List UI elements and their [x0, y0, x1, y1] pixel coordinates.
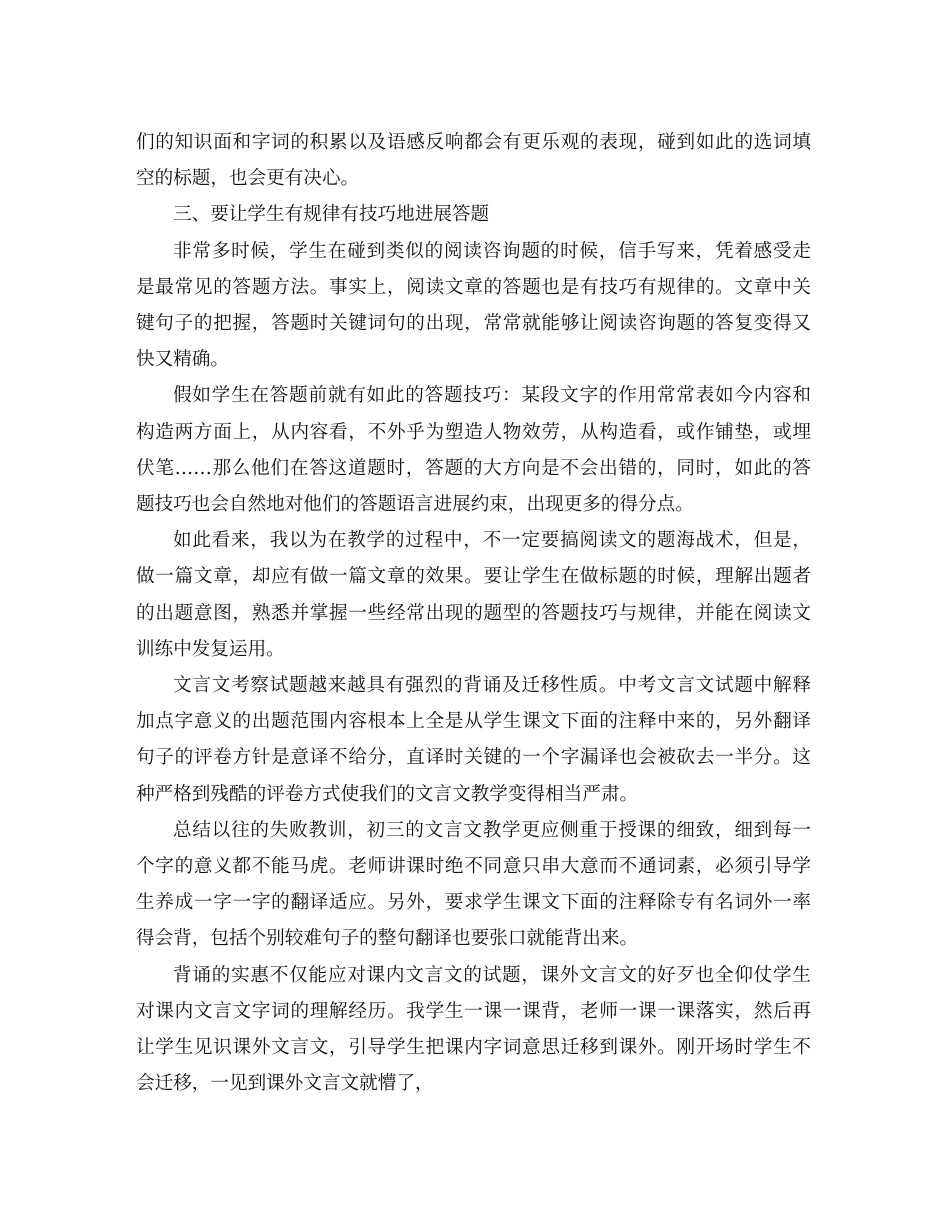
paragraph — [136, 813, 811, 958]
text-line: 让学生见识课外文言文，引导学生把课内字词意思迁移到课外。刚开场时学生不 — [136, 1037, 811, 1059]
paragraph — [136, 523, 811, 668]
text-line: 如此看来，我以为在教学的过程中，不一定要搞阅读文的题海战术，但是， — [173, 530, 811, 552]
text-line: 题技巧也会自然地对他们的答题语言进展约束，出现更多的得分点。 — [136, 494, 694, 516]
text-line: 们的知识面和字词的积累以及语感反响都会有更乐观的表现，碰到如此的选词填 — [136, 132, 811, 153]
text-line: 生养成一字一字的翻译适应。另外，要求学生课文下面的注释除专有名词外一率 — [136, 892, 811, 914]
text-line: 文言文考察试题越来越具有强烈的背诵及迁移性质。中考文言文试题中解释 — [173, 675, 811, 697]
text-line: 做一篇文章，却应有做一篇文章的效果。要让学生在做标题的时候，理解出题者 — [136, 566, 811, 588]
text-line: 得会背，包括个别较难句子的整句翻译也要张口就能背出来。 — [136, 928, 639, 950]
paragraph — [136, 378, 811, 523]
text-line: 个字的意义都不能马虎。老师讲课时绝不同意只串大意而不通词素，必须引导学 — [136, 856, 811, 878]
text-line: 伏笔……那么他们在答这道题时，答题的大方向是不会出错的，同时，如此的答 — [136, 457, 811, 479]
text-line: 种严格到残酷的评卷方式使我们的文言文教学变得相当严肃。 — [136, 783, 639, 805]
text-line: 训练中发复运用。 — [136, 638, 285, 660]
text-line: 加点字意义的出题范围内容根本上全是从学生课文下面的注释中来的，另外翻译 — [136, 711, 811, 733]
text-line: 的出题意图，熟悉并掌握一些经常出现的题型的答题技巧与规律，并能在阅读文 — [136, 602, 811, 624]
text-line: 键句子的把握，答题时关键词句的出现，常常就能够让阅读咨询题的答复变得又 — [136, 313, 811, 335]
text-line: 对课内文言文字词的理解经历。我学生一课一课背，老师一课一课落实，然后再 — [136, 1000, 811, 1022]
text-line: 是最常见的答题方法。事实上，阅读文章的答题也是有技巧有规律的。文章中关 — [136, 276, 811, 298]
heading-text: 三、要让学生有规律有技巧地进展答题 — [173, 204, 490, 226]
text-line: 背诵的实惠不仅能应对课内文言文的试题，课外文言文的好歹也全仰仗学生 — [173, 964, 811, 986]
paragraph — [136, 234, 811, 379]
text-line: 句子的评卷方针是意译不给分，直译时关键的一个字漏译也会被砍去一半分。这 — [136, 747, 811, 769]
section-heading — [136, 197, 811, 233]
text-line: 非常多时候，学生在碰到类似的阅读咨询题的时候，信手写来，凭着感受走 — [173, 240, 811, 262]
text-line: 会迁移，一见到课外文言文就懵了， — [136, 1073, 434, 1095]
text-line: 假如学生在答题前就有如此的答题技巧：某段文字的作用常常表如今内容和 — [173, 385, 811, 407]
text-line: 总结以往的失败教训，初三的文言文教学更应侧重于授课的细致，细到每一 — [173, 819, 811, 841]
paragraph — [136, 958, 811, 1103]
text-line: 空的标题，也会更有决心。 — [136, 168, 360, 190]
text-line: 快又精确。 — [136, 349, 229, 371]
paragraph — [136, 668, 811, 813]
text-line: 构造两方面上，从内容看，不外乎为塑造人物效劳，从构造看，或作铺垫，或埋 — [136, 421, 811, 443]
paragraph-continuation — [136, 125, 811, 197]
body-text — [136, 125, 811, 1102]
